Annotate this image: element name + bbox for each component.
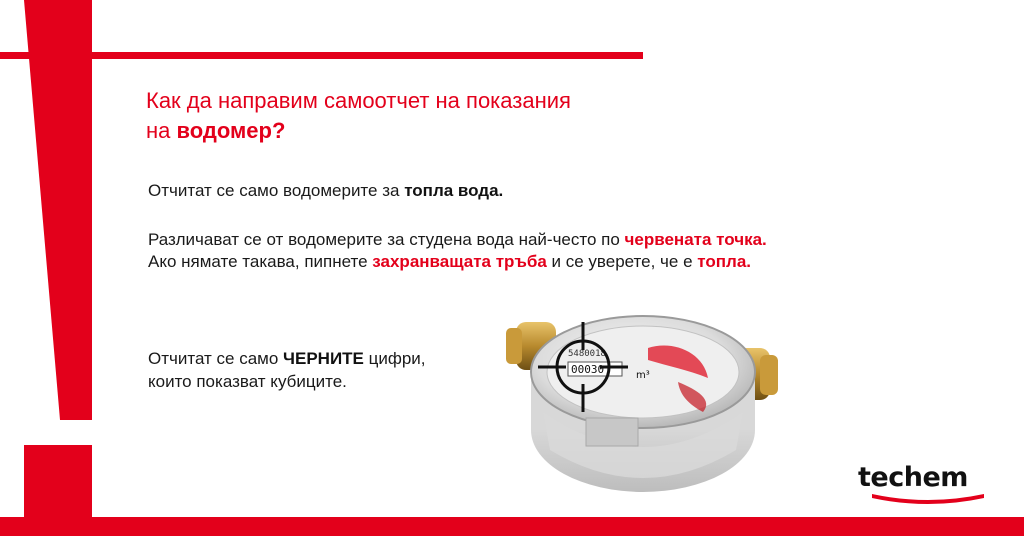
black-digits-paragraph	[148, 347, 426, 393]
headline-line-2: на водомер?	[146, 118, 286, 143]
black-digits-bold: ЧЕРНИТЕ	[283, 349, 364, 368]
top-red-rule	[0, 52, 643, 59]
hot-water-bold: топла вода.	[404, 181, 504, 200]
black-digits-line-2: които показват кубиците.	[148, 372, 347, 391]
svg-text:00030: 00030	[571, 363, 605, 376]
red-dot-bold: червената точка.	[624, 230, 767, 249]
hot-water-only-paragraph: Отчитат се само водомерите за топла вода.	[148, 181, 504, 200]
headline	[146, 86, 686, 146]
bottom-red-bar	[0, 517, 1024, 536]
exclamation-mark-dot	[24, 445, 92, 517]
distinguish-paragraph	[148, 229, 767, 273]
distinguish-line-2: Ако нямате такава, пипнете захранващата тръба и се уверете, че е топла.	[148, 252, 751, 271]
svg-text:m³: m³	[636, 370, 650, 381]
techem-logo	[858, 462, 988, 502]
logo-text: techem	[858, 462, 968, 493]
svg-text:5480018: 5480018	[568, 349, 606, 359]
water-meter-image	[498, 300, 798, 500]
logo-swoosh-icon	[872, 492, 984, 504]
black-digits-line-1: Отчитат се само ЧЕРНИТЕ цифри,	[148, 349, 426, 368]
warm-bold: топла.	[697, 252, 751, 271]
exclamation-mark-stroke	[0, 0, 92, 420]
headline-bold: водомер?	[176, 118, 286, 143]
supply-pipe-bold: захранващата тръба	[372, 252, 547, 271]
headline-line-1: Как да направим самоотчет на показания	[146, 88, 571, 113]
distinguish-line-1: Различават се от водомерите за студена вода най-често по червената точка.	[148, 230, 767, 249]
